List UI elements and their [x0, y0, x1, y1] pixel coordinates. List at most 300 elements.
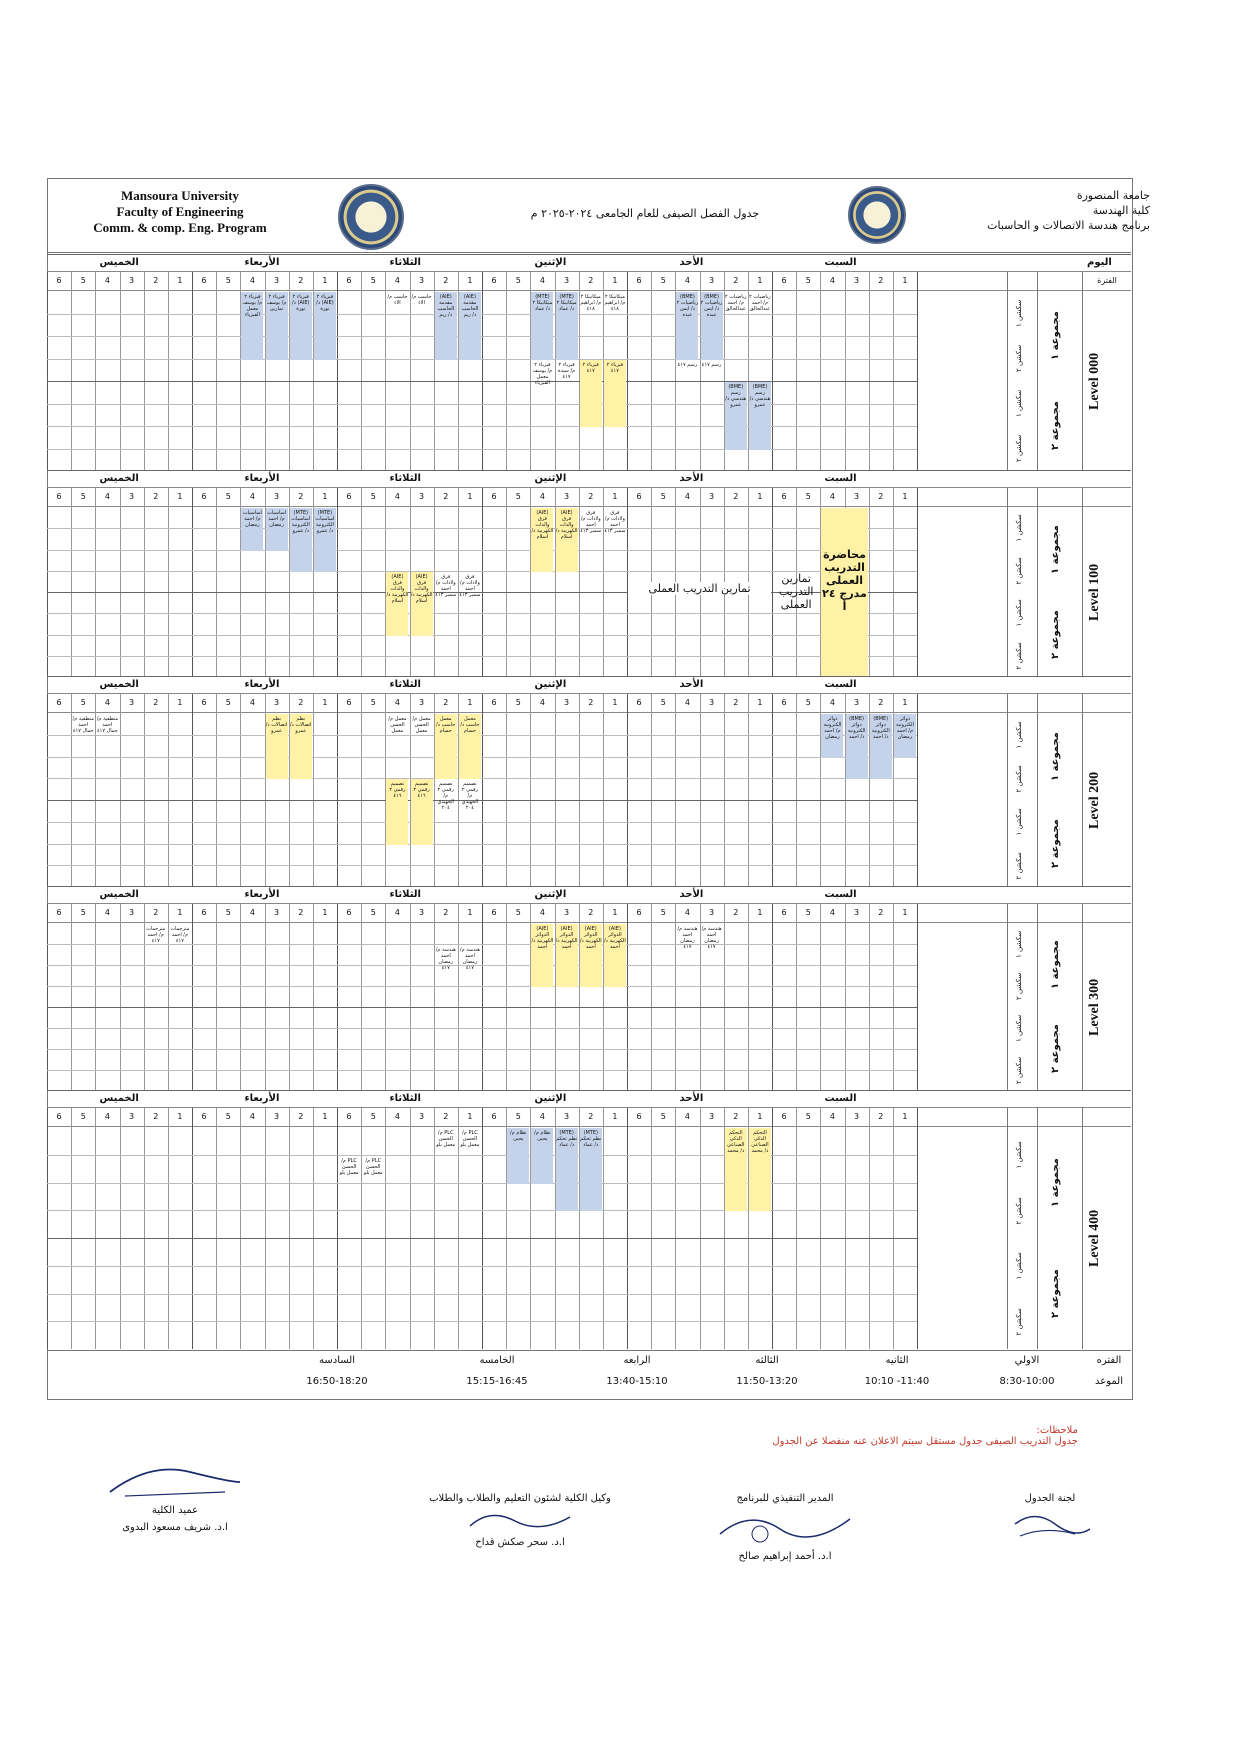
period-number: 3	[564, 698, 570, 707]
group-label: مجموعة ١	[1050, 940, 1061, 990]
course-cell: PLC م/ الحسن معمل يلو	[436, 1130, 456, 1148]
period-number: 4	[104, 698, 110, 707]
period-number: 5	[660, 492, 666, 501]
course-cell: فيزياء ٢ م/ يوسف معمل الفيزياء	[532, 361, 553, 386]
period-number: 5	[805, 698, 811, 707]
course-cell: نظم اتصالات د/ عمرو	[266, 714, 288, 779]
period-number: 3	[564, 908, 570, 917]
grid-vline	[506, 488, 507, 677]
course-cell: (AIE) الدوائر الكهربية د/ احمد	[604, 924, 626, 987]
committee-title: لجنة الجدول	[1024, 1493, 1076, 1504]
period-number: 1	[467, 492, 473, 501]
grid-vline	[216, 694, 217, 887]
grid-vline	[337, 694, 338, 887]
period-number: 2	[588, 698, 594, 707]
grid-vline	[144, 694, 145, 887]
grid-vline	[240, 904, 241, 1091]
day-label: الأحد	[679, 679, 704, 690]
period-number: 2	[443, 698, 449, 707]
period-number-row	[47, 1108, 1131, 1127]
day-label: الأحد	[679, 1093, 704, 1104]
grid-vline	[555, 694, 556, 887]
footer-time-row	[47, 1376, 1131, 1392]
period-number: 1	[612, 276, 618, 285]
period-number: 6	[491, 492, 497, 501]
footer-period-3: الثالثه	[755, 1355, 779, 1366]
level-label: Level 400	[1087, 1209, 1102, 1267]
label-col-divider	[1082, 904, 1083, 1091]
period-number: 1	[757, 276, 763, 285]
vice-dean-title: وكيل الكلية لشئون التعليم والطلاب والطلاب	[429, 1493, 611, 1504]
period-number: 5	[80, 908, 86, 917]
footer-period-4: الرابعه	[623, 1355, 651, 1366]
period-number: 6	[636, 276, 642, 285]
director-signature-mark	[710, 1504, 860, 1548]
grid-vline	[772, 694, 773, 887]
grid-vline	[917, 1108, 918, 1349]
day-label: الأربعاء	[244, 473, 280, 484]
period-number-row	[47, 904, 1131, 923]
period-number: 2	[878, 908, 884, 917]
period-number: 5	[80, 492, 86, 501]
period-number: 1	[177, 1112, 183, 1121]
day-label: السبت	[824, 1093, 857, 1104]
label-col-divider	[1082, 272, 1083, 471]
period-number: 1	[612, 492, 618, 501]
grid-hline	[47, 635, 917, 636]
day-label: الأحد	[679, 473, 704, 484]
label-col-divider	[1037, 1108, 1038, 1349]
grid-vline	[47, 488, 48, 677]
course-cell: ميكانيكا ٢ م/ ابراهيم ٤١٨	[604, 294, 626, 312]
grid-vline	[845, 904, 846, 1091]
course-cell: هندسة م/ احمد رمضان ٤١٧	[677, 926, 698, 950]
course-cell: حاسب م/ الاء	[411, 294, 432, 306]
course-cell: فيزياء ٢ م/ يوسف معمل الفيزياء	[241, 292, 263, 360]
period-number: 4	[829, 908, 835, 917]
course-cell: رياضيات ٢ م/ احمد عبدالخالق	[749, 294, 771, 312]
level-block	[47, 254, 1131, 471]
period-number: 2	[588, 1112, 594, 1121]
footer-period-5: الخامسه	[479, 1355, 515, 1366]
period-number: 6	[636, 1112, 642, 1121]
day-header-row	[47, 1091, 1131, 1108]
grid-vline	[772, 904, 773, 1091]
grid-vline	[748, 694, 749, 887]
grid-vline	[95, 904, 96, 1091]
label-col-divider	[1007, 694, 1008, 887]
day-label: الثلاثاء	[389, 1093, 421, 1104]
section-label: سكشن ١	[1015, 930, 1023, 958]
section-label: سكشن ١	[1015, 808, 1023, 836]
period-number: 6	[201, 492, 207, 501]
footer-period-2: الثانيه	[885, 1355, 909, 1366]
period-number: 3	[854, 698, 860, 707]
grid-hline	[47, 1007, 917, 1008]
group-label: مجموعة ٢	[1050, 401, 1061, 451]
section-label: سكشن ٢	[1015, 344, 1023, 373]
period-number: 2	[443, 908, 449, 917]
period-number: 6	[56, 276, 62, 285]
period-number: 1	[902, 492, 908, 501]
grid-vline	[361, 1108, 362, 1349]
grid-vline	[410, 904, 411, 1091]
period-number: 3	[854, 908, 860, 917]
period-number: 4	[829, 1112, 835, 1121]
grid-vline	[47, 904, 48, 1091]
period-number: 6	[56, 698, 62, 707]
period-number: 5	[660, 1112, 666, 1121]
day-label: الأربعاء	[244, 679, 280, 690]
period-number: 2	[153, 492, 159, 501]
period-number: 4	[394, 276, 400, 285]
label-col-divider	[1037, 272, 1038, 471]
grid-hline	[47, 359, 917, 360]
course-cell: (MTE) اساسيات الكترونية د/ عمرو	[314, 508, 336, 572]
period-number: 6	[201, 276, 207, 285]
period-number: 1	[467, 698, 473, 707]
grid-vline	[603, 1108, 604, 1349]
period-number: 2	[298, 1112, 304, 1121]
period-number: 4	[394, 908, 400, 917]
period-number: 1	[177, 908, 183, 917]
course-cell: PLC م/ الحسن معمل يلو	[339, 1157, 359, 1176]
period-number: 5	[515, 276, 521, 285]
period-number: 6	[781, 276, 787, 285]
period-number: 5	[225, 1112, 231, 1121]
course-cell: معمل حاسب د/ حسام	[459, 714, 481, 779]
period-number: 2	[878, 276, 884, 285]
course-cell: معمل م/ الحسن معمل	[412, 716, 431, 734]
period-number: 6	[781, 698, 787, 707]
program-logo	[848, 186, 906, 244]
period-number: 3	[129, 1112, 135, 1121]
grid-vline	[71, 1108, 72, 1349]
grid-vline	[120, 272, 121, 471]
period-number: 3	[274, 492, 280, 501]
period-number: 2	[298, 492, 304, 501]
label-col-divider	[1007, 1108, 1008, 1349]
grid-vline	[724, 694, 725, 887]
period-number: 1	[467, 908, 473, 917]
course-cell: ميكانيكا ٢ م/ ابراهيم ٤١٨	[580, 294, 602, 312]
faculty-logo	[338, 184, 404, 250]
grid-vline	[192, 488, 193, 677]
notes-text: جدول التدريب الصيفى جدول مستقل سيتم الاعلان عنه منفصلا عن الجدول	[772, 1436, 1078, 1447]
grid-vline	[651, 694, 652, 887]
period-number: 4	[249, 276, 255, 285]
course-cell: فيزياء ٢ ٤١٧	[604, 360, 626, 428]
period-number: 4	[249, 698, 255, 707]
period-number: 6	[636, 908, 642, 917]
grid-hline	[47, 336, 917, 337]
grid-hline	[47, 1321, 917, 1322]
course-cell: تصميم رقمي ٢ ٤١٦	[411, 779, 433, 844]
course-cell: تصميم رقمي ٢ ٤١٦	[386, 779, 408, 844]
period-number: 6	[201, 1112, 207, 1121]
period-number: 4	[684, 492, 690, 501]
grid-vline	[168, 694, 169, 887]
level-label: Level 200	[1087, 771, 1102, 829]
grid-vline	[627, 272, 628, 471]
period-number: 1	[902, 698, 908, 707]
period-number: 3	[274, 1112, 280, 1121]
section-label: سكشن ١	[1015, 299, 1023, 328]
course-cell: (BME) رياضيات ٢ د/ ايمن عبده	[701, 292, 723, 360]
period-number: 1	[757, 908, 763, 917]
period-number-row	[47, 694, 1131, 713]
period-number: 3	[274, 698, 280, 707]
day-header-row	[47, 255, 1131, 272]
grid-vline	[482, 904, 483, 1091]
grid-vline	[95, 1108, 96, 1349]
day-label: الإثنين	[534, 1093, 567, 1104]
grid-vline	[724, 904, 725, 1091]
group-label: مجموعة ١	[1050, 311, 1061, 361]
grid-vline	[845, 272, 846, 471]
university-name-ar: جامعة المنصورة	[1076, 189, 1150, 202]
period-number: 5	[370, 698, 376, 707]
grid-vline	[482, 694, 483, 887]
period-number: 2	[443, 276, 449, 285]
grid-hline	[47, 1210, 917, 1211]
period-number: 2	[443, 492, 449, 501]
grid-vline	[458, 904, 459, 1091]
committee-signature	[990, 1493, 1110, 1547]
period-number: 4	[829, 698, 835, 707]
grid-vline	[869, 1108, 870, 1349]
footer-time-4: 13:40-15:10	[606, 1376, 668, 1387]
group-label: مجموعة ٢	[1050, 819, 1061, 868]
period-number: 3	[854, 1112, 860, 1121]
course-cell: (BME) رسم هندسي د/ عمرو	[725, 382, 747, 450]
period-number: 2	[298, 276, 304, 285]
grid-vline	[216, 1108, 217, 1349]
grid-vline	[313, 1108, 314, 1349]
period-number: 3	[419, 908, 425, 917]
course-cell: (AIE) الدوائر الكهربية د/ احمد	[556, 924, 578, 987]
footer-period-label: الفتره	[1096, 1355, 1122, 1366]
grid-vline	[144, 272, 145, 471]
period-number: 2	[298, 908, 304, 917]
group-label: مجموعة ٢	[1050, 610, 1061, 659]
period-number: 4	[684, 698, 690, 707]
period-number: 6	[56, 492, 62, 501]
day-label: الأحد	[679, 889, 704, 900]
grid-vline	[216, 904, 217, 1091]
period-number: 3	[564, 276, 570, 285]
training-exercise-cell: تمارين التدريب العملى	[628, 582, 771, 595]
period-number: 2	[588, 492, 594, 501]
period-number: 4	[104, 1112, 110, 1121]
footer-time-3: 11:50-13:20	[736, 1376, 798, 1387]
period-number: 4	[539, 492, 545, 501]
course-cell: (BME) دوائر الكترونية د/ احمد	[870, 714, 892, 779]
grid-vline	[506, 272, 507, 471]
grid-vline	[675, 694, 676, 887]
grid-vline	[313, 694, 314, 887]
period-number: 1	[612, 698, 618, 707]
course-cell: معمل حاسب د/ حسام	[435, 714, 457, 779]
grid-vline	[313, 904, 314, 1091]
group-label: مجموعة ٢	[1050, 1024, 1061, 1074]
period-number: 5	[370, 492, 376, 501]
grid-vline	[337, 272, 338, 471]
period-number: 5	[805, 492, 811, 501]
period-number: 5	[225, 698, 231, 707]
grid-vline	[95, 272, 96, 471]
grid-hline	[47, 449, 917, 450]
course-cell: هندسة م/ احمد رمضان ٤١٧	[459, 947, 480, 971]
course-cell: منطقية م/ احمد جمال ٤١٧	[96, 716, 119, 734]
period-number: 6	[491, 698, 497, 707]
grid-vline	[361, 272, 362, 471]
grid-hline	[47, 778, 917, 779]
grid-vline	[506, 694, 507, 887]
period-number: 3	[709, 908, 715, 917]
day-label: الثلاثاء	[389, 257, 421, 268]
day-label: الأربعاء	[244, 257, 280, 268]
footer-period-6: السادسه	[319, 1355, 355, 1366]
section-label: سكشن ١	[1015, 1141, 1023, 1169]
section-label: سكشن ١	[1015, 1014, 1023, 1042]
day-label: السبت	[824, 257, 857, 268]
period-number: 3	[709, 276, 715, 285]
period-number: 1	[322, 908, 328, 917]
course-cell: التحكم الذكي الصناعي د/ محمد	[749, 1128, 771, 1211]
period-number: 6	[346, 276, 352, 285]
section-label: سكشن ٢	[1015, 434, 1023, 463]
program-name: Comm. & comp. Eng. Program	[93, 220, 267, 235]
course-cell: هندسة م/ احمد رمضان ٤١٧	[435, 947, 456, 971]
group-label: مجموعة ١	[1050, 1158, 1061, 1207]
level-block	[47, 886, 1131, 1091]
grid-vline	[482, 1108, 483, 1349]
course-cell: (AIE) مقدمة الحاسب د/ ريم	[435, 292, 457, 360]
dean-title: عميد الكلية	[151, 1505, 199, 1516]
grid-vline	[168, 488, 169, 677]
period-number: 4	[684, 1112, 690, 1121]
grid-vline	[627, 694, 628, 887]
period-number: 3	[419, 492, 425, 501]
period-number-row	[47, 272, 1131, 291]
period-number: 2	[153, 698, 159, 707]
course-cell: (AIE) فرق والدات الكهربية د/ اسلام	[556, 508, 578, 572]
grid-vline	[168, 272, 169, 471]
day-label: الإثنين	[534, 679, 567, 690]
footer-time-2: 10:10 -11:40	[864, 1376, 930, 1387]
period-number: 3	[129, 276, 135, 285]
grid-hline	[47, 656, 917, 657]
grid-vline	[917, 488, 918, 677]
grid-vline	[651, 904, 652, 1091]
grid-vline	[192, 904, 193, 1091]
section-label: سكشن ٢	[1015, 1196, 1023, 1224]
program-name-ar: برنامج هندسة الاتصالات و الحاسبات	[987, 219, 1150, 232]
section-label: سكشن ٢	[1015, 1056, 1023, 1084]
period-number: 4	[394, 698, 400, 707]
footer-period-1: الاولي	[1014, 1355, 1040, 1366]
course-cell: فيزياء ٢ (AIE) د/ نورة	[314, 292, 336, 360]
grid-vline	[579, 694, 580, 887]
period-number: 1	[322, 492, 328, 501]
label-col-divider	[1007, 272, 1008, 471]
period-number: 2	[878, 698, 884, 707]
grid-vline	[337, 1108, 338, 1349]
course-cell: رسم ٤١٧	[701, 361, 722, 368]
period-number: 1	[902, 908, 908, 917]
course-cell: نظم اتصالات د/ عمرو	[290, 714, 312, 779]
grid-vline	[675, 1108, 676, 1349]
grid-vline	[240, 694, 241, 887]
grid-vline	[530, 694, 531, 887]
grid-hline	[47, 822, 917, 823]
period-number: 4	[829, 492, 835, 501]
section-label: سكشن ٢	[1015, 1307, 1023, 1335]
section-label: سكشن ٢	[1015, 972, 1023, 1000]
grid-vline	[627, 904, 628, 1091]
header-arabic	[920, 188, 1150, 233]
period-number: 1	[902, 276, 908, 285]
day-header-row	[47, 677, 1131, 694]
label-col-divider	[1082, 694, 1083, 887]
grid-hline	[47, 1183, 917, 1184]
section-label: سكشن ١	[1015, 1252, 1023, 1280]
period-number: 6	[201, 908, 207, 917]
period-number: 2	[443, 1112, 449, 1121]
period-number: 5	[225, 908, 231, 917]
day-label: السبت	[824, 473, 857, 484]
period-number: 5	[80, 698, 86, 707]
director-name: ا.د. أحمد إبراهيم صالح	[738, 1551, 832, 1562]
grid-vline	[265, 1108, 266, 1349]
grid-hline	[47, 381, 917, 382]
level-label: Level 000	[1087, 352, 1102, 410]
course-cell: فرق ولادات م/ احمد سمير ٤١٣	[435, 573, 457, 598]
day-label: الأحد	[679, 257, 704, 268]
grid-vline	[796, 272, 797, 471]
grid-vline	[192, 272, 193, 471]
dean-signature-mark	[105, 1462, 245, 1502]
course-cell: تصميم رقمي ٢ م/ الجهيدي ٢٠٤	[437, 781, 454, 812]
course-cell: (MTE) نظم تحكم د/ عماد	[556, 1128, 578, 1211]
grid-vline	[506, 904, 507, 1091]
period-number: 1	[612, 1112, 618, 1121]
course-cell: معمل م/ الحسن معمل	[388, 716, 407, 734]
period-column-label: الفترة	[1097, 276, 1117, 285]
grid-vline	[385, 904, 386, 1091]
grid-vline	[289, 904, 290, 1091]
label-col-divider	[1007, 488, 1008, 677]
director-title: المدير التنفيذي للبرنامج	[736, 1493, 834, 1504]
day-label: السبت	[824, 679, 857, 690]
grid-hline	[47, 1070, 917, 1071]
period-number: 3	[564, 1112, 570, 1121]
period-number: 5	[805, 276, 811, 285]
period-number: 3	[419, 276, 425, 285]
period-number: 5	[660, 276, 666, 285]
course-cell: (MTE) ميكانيكا ٢ د/ عماد	[531, 292, 553, 360]
grid-hline	[47, 550, 917, 551]
period-number: 6	[781, 492, 787, 501]
grid-vline	[482, 488, 483, 677]
grid-vline	[120, 488, 121, 677]
day-label: الإثنين	[534, 257, 567, 268]
period-number: 3	[709, 1112, 715, 1121]
period-number: 1	[177, 492, 183, 501]
period-number: 3	[419, 1112, 425, 1121]
period-number: 3	[709, 698, 715, 707]
